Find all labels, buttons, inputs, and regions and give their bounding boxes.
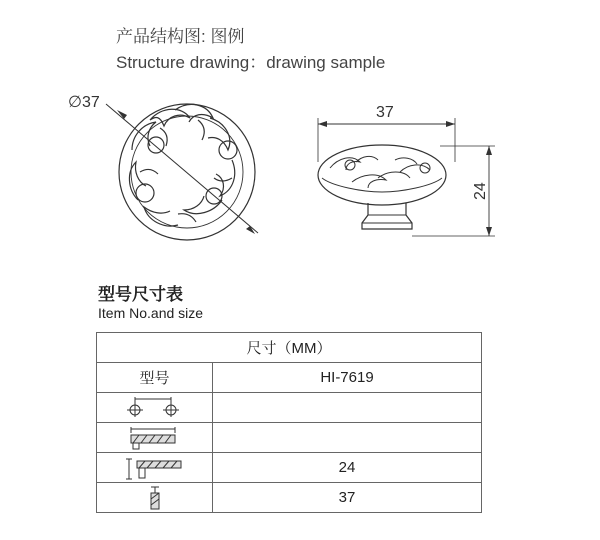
- table-row: [97, 393, 482, 423]
- table-row: [97, 453, 482, 483]
- diameter-label: ∅37: [68, 94, 100, 111]
- side-view: [318, 118, 495, 236]
- title-chinese: 产品结构图: 图例: [116, 27, 245, 46]
- front-view: [119, 104, 255, 240]
- hole-spacing-icon: [97, 393, 213, 423]
- table-row: [97, 423, 482, 453]
- size-table: [96, 332, 482, 513]
- knob-stem: [362, 203, 412, 229]
- projection-height-value: 24: [213, 453, 482, 483]
- title-english: Structure drawing：drawing sample: [116, 53, 386, 72]
- size-table-heading-cn: 型号尺寸表: [98, 285, 183, 304]
- width-label: 37: [376, 104, 394, 121]
- projection-height-icon: [97, 453, 213, 483]
- model-value: HI-7619: [213, 363, 482, 393]
- unit-header: 尺寸（MM）: [97, 333, 482, 363]
- base-length-icon: [97, 423, 213, 453]
- table-row: [97, 363, 482, 393]
- size-table-heading-en: Item No.and size: [98, 305, 204, 321]
- hole-spacing-value: [213, 393, 482, 423]
- diameter-icon: [97, 483, 213, 513]
- model-label: 型号: [97, 363, 213, 393]
- base-length-value: [213, 423, 482, 453]
- swirl-circle: [136, 184, 154, 202]
- diameter-value: 37: [213, 483, 482, 513]
- table-row: [97, 333, 482, 363]
- height-label: 24: [472, 182, 489, 200]
- table-row: [97, 483, 482, 513]
